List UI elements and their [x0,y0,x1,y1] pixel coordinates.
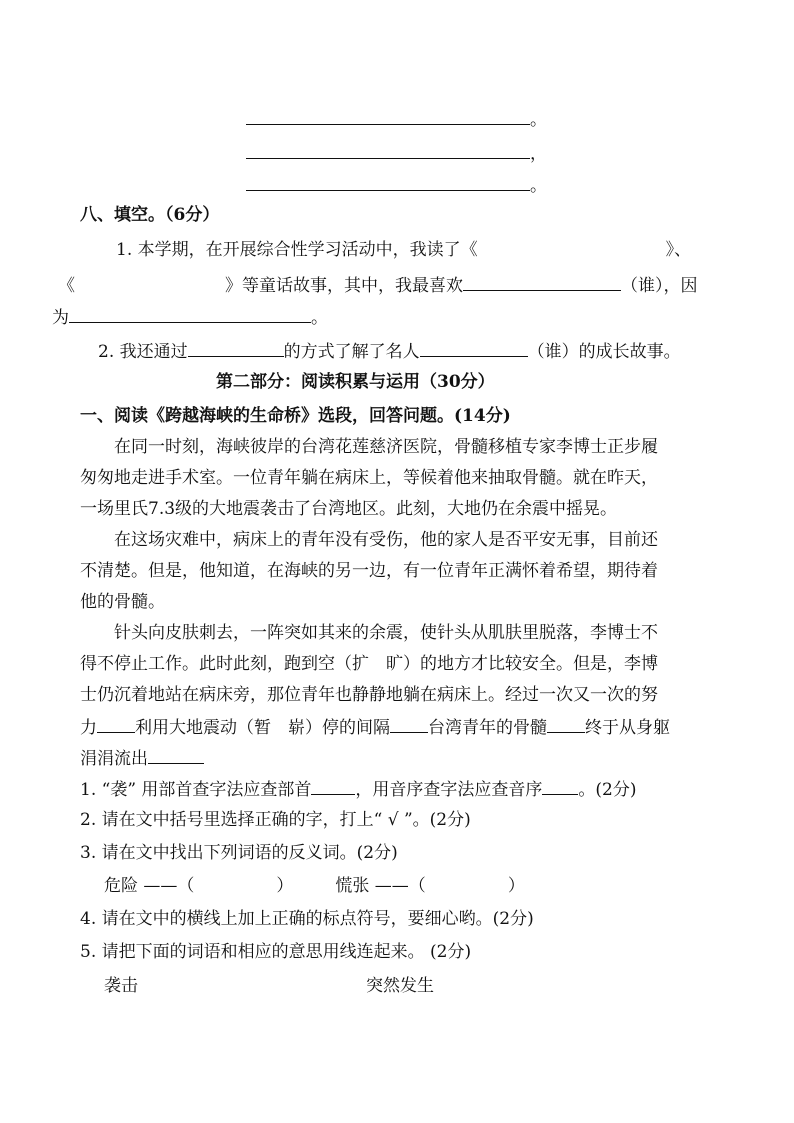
answer-line-3[interactable]: 。 [246,172,547,196]
question-2: 2. 请在文中括号里选择正确的字，打上“ √ ”。(2分) [80,810,471,830]
fill-question-1-line-2: 《 》等童话故事，其中，我最喜欢 （谁），因 [58,272,698,296]
reading-heading: 一、阅读《跨越海峡的生命桥》选段，回答问题。(14分) [80,406,511,426]
match-left-word[interactable]: 袭击 [104,976,138,996]
question-3: 3. 请在文中找出下列词语的反义词。(2分) [80,843,398,863]
pinyin-initial-blank[interactable] [542,776,578,795]
passage-line: 士仍沉着地站在病床旁，那位青年也静静地躺在病床上。经过一次又一次的努 [80,685,658,705]
punctuation-blank[interactable] [547,714,585,733]
match-right-meaning[interactable]: 突然发生 [366,976,434,996]
fill-question-2: 2. 我还通过 的方式了解了名人 （谁）的成长故事。 [98,338,681,362]
question-5: 5. 请把下面的词语和相应的意思用线连起来。 (2分) [80,942,472,962]
fill-question-1-line-1: 1. 本学期，在开展综合性学习活动中，我读了《 》、 [116,240,692,260]
question-1: 1. “袭” 用部首查字法应查部首 ，用音序查字法应查音序 。(2分) [80,776,637,800]
passage-line: 一场里氏7.3级的大地震袭击了台湾地区。此刻，大地仍在余震中摇晃。 [80,499,618,519]
antonym-row: 危险 ——（ ） 慌张 ——（ ） [104,876,525,896]
reason-blank[interactable] [69,304,311,323]
answer-line-1[interactable]: 。 [246,106,547,130]
famous-person-blank[interactable] [420,338,528,357]
question-4: 4. 请在文中的横线上加上正确的标点符号，要细心哟。(2分) [80,909,534,929]
passage-line: 得不停止工作。此时此刻，跑到空（扩 旷）的地方才比较安全。但是，李博 [80,654,658,674]
passage-line: 在这场灾难中，病床上的青年没有受伤，他的家人是否平安无事，目前还 [114,530,658,550]
favorite-character-blank[interactable] [463,272,621,291]
method-blank[interactable] [188,338,284,357]
passage-line: 匆匆地走进手术室。一位青年躺在病床上，等候着他来抽取骨髓。就在昨天， [80,468,658,488]
section-8-heading: 八、填空。（6分） [80,205,220,225]
punctuation-blank[interactable] [148,745,204,764]
passage-line: 力 利用大地震动（暂 崭）停的间隔 台湾青年的骨髓 终于从身躯 [80,714,670,738]
answer-line-2[interactable]: ， [246,140,547,164]
punctuation-blank[interactable] [390,714,428,733]
part-2-heading: 第二部分：阅读积累与运用（30分） [216,372,495,392]
passage-line: 涓涓流出 [80,745,204,769]
passage-line: 针头向皮肤刺去，一阵突如其来的余震，使针头从肌肤里脱落，李博士不 [114,623,658,643]
passage-line: 他的骨髓。 [80,592,165,612]
fill-question-1-line-3: 为 。 [52,304,328,328]
passage-line: 不清楚。但是，他知道，在海峡的另一边，有一位青年正满怀着希望，期待着 [80,561,658,581]
radical-blank[interactable] [311,776,355,795]
passage-line: 在同一时刻，海峡彼岸的台湾花莲慈济医院，骨髓移植专家李博士正步履 [114,437,658,457]
punctuation-blank[interactable] [97,714,135,733]
